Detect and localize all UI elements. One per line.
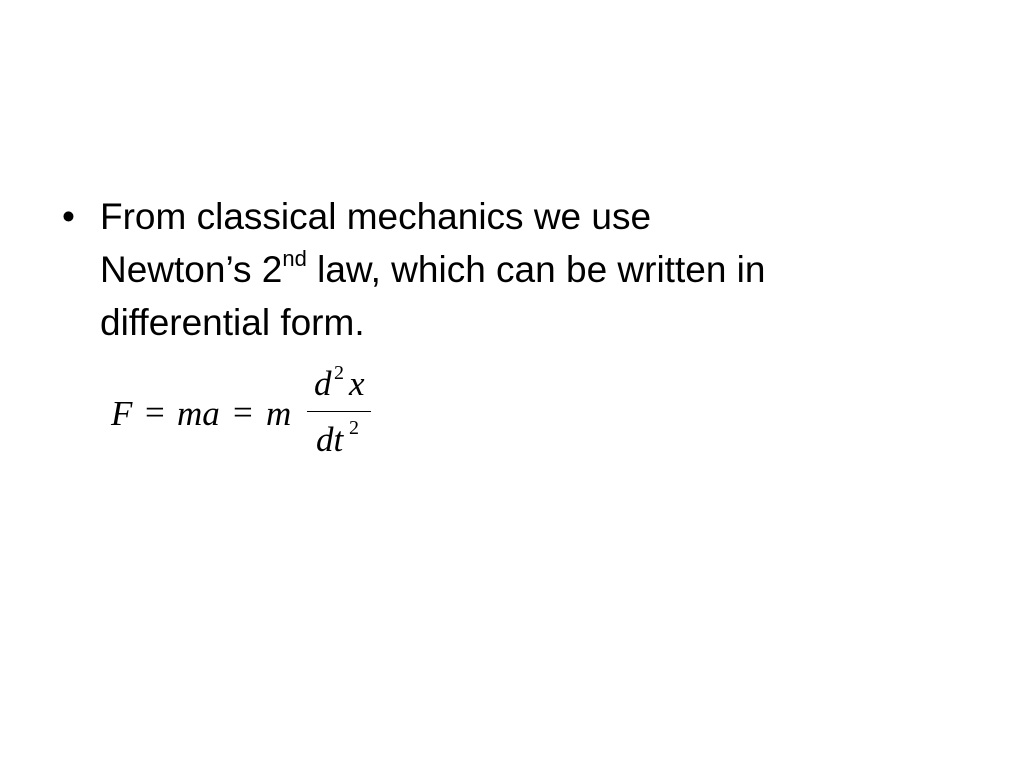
bullet-row: [62, 190, 962, 349]
equation-mass-symbol: m: [266, 394, 292, 433]
bullet-text: [100, 190, 962, 349]
denominator-exponent: 2: [349, 417, 359, 439]
bullet-symbol: •: [62, 196, 75, 237]
bullet-point: [62, 190, 962, 349]
bullet-line-2-prefix: Newton’s 2: [100, 249, 283, 290]
equation-equals-2: =: [233, 393, 253, 432]
numerator-x: x: [349, 364, 365, 403]
bullet-line-3: differential form.: [100, 302, 365, 343]
equation-equals-1: =: [145, 393, 165, 432]
bullet-line-2: [100, 243, 962, 296]
fraction-bar: [307, 411, 371, 413]
equation-force-symbol: F: [111, 394, 133, 433]
ordinal-suffix: nd: [282, 245, 307, 271]
denominator-dt: dt: [316, 420, 344, 459]
numerator-exponent: 2: [334, 362, 344, 384]
bullet-line-2-suffix: law, which can be written in: [306, 249, 766, 290]
newton-second-law-equation: [111, 362, 401, 476]
numerator-d: d: [314, 364, 332, 403]
bullet-line-1: From classical mechanics we use: [100, 196, 652, 237]
equation-mass-acceleration: ma: [177, 394, 220, 433]
